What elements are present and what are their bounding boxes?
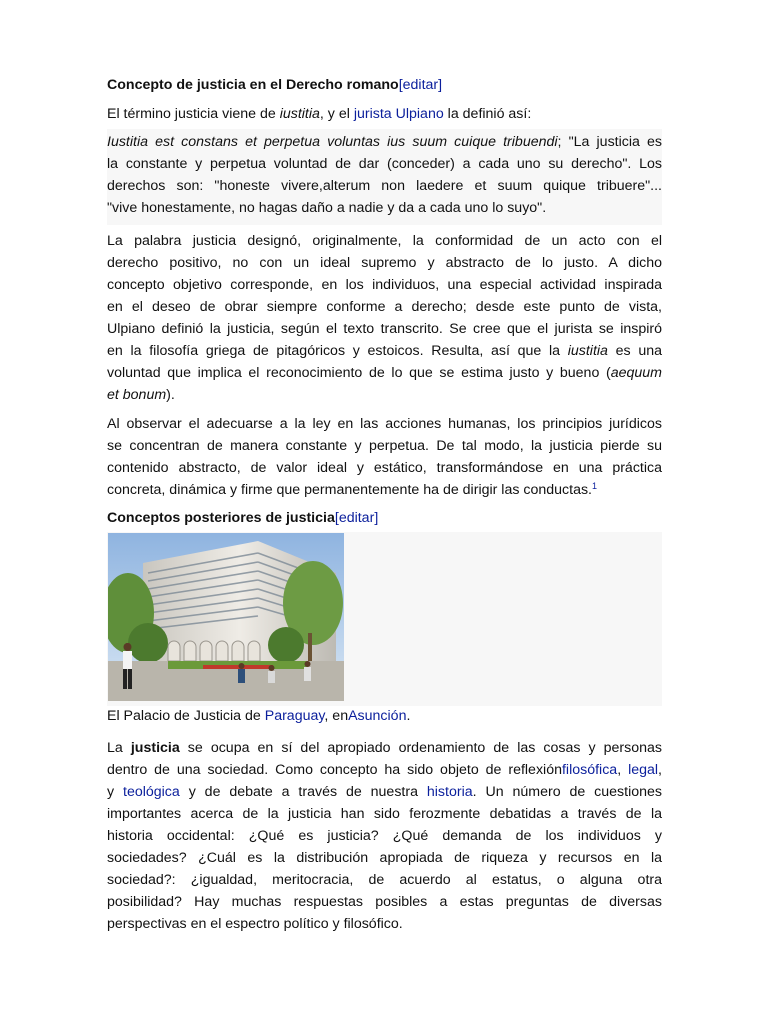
paragraph-line: Al observar el adecuarse a la ley en las acciones humanas, los principios jurídicos	[107, 416, 662, 432]
quote-line: Iustitia est constans et perpetua voluntas ius suum cuique tribuendi; "La justicia es	[107, 134, 662, 150]
paragraph-line: en el deseo de obrar siempre conforme a derecho; desde este punto de vista,	[107, 299, 662, 315]
paragraph-line: concepto objetivo corresponde, en los individuos, una especial actividad inspirada	[107, 277, 662, 293]
paragraph-line: perspectivas en el espectro político y filosófico.	[107, 916, 403, 932]
quote-line: derechos son: "honeste vivere,alterum non laedere et suum quique tribuere"...	[107, 178, 662, 194]
paragraph-line: y teológica y de debate a través de nuestra historia. Un número de cuestiones	[107, 784, 662, 800]
paragraph-line: Ulpiano definió la justicia, según el texto transcrito. Se cree que el jurista se inspiró	[107, 321, 662, 337]
paragraph-line: historia occidental: ¿Qué es justicia? ¿Qué demanda de los individuos y	[107, 828, 662, 844]
paragraph-line: se concentran de manera constante y perpetua. De tal modo, la justicia pierde su	[107, 438, 662, 454]
figure-caption: El Palacio de Justicia de Paraguay, enAsunción.	[107, 708, 411, 724]
reference-1[interactable]: 1	[592, 481, 598, 491]
link-filosofica[interactable]: filosófica	[561, 762, 618, 778]
paragraph-line: sociedades? ¿Cuál es la distribución apropiada de riqueza y recursos en la	[107, 850, 662, 866]
paragraph-line: concreta, dinámica y firme que permanentemente ha de dirigir las conductas.$^1$	[107, 481, 598, 498]
section-heading-conceptos-posteriores: Conceptos posteriores de justicia[editar]	[107, 510, 379, 526]
edit-link[interactable]: editar	[402, 77, 439, 93]
link-teologica[interactable]: teológica	[123, 784, 180, 800]
link-asuncion[interactable]: Asunción	[348, 708, 407, 724]
paragraph-line: La palabra justicia designó, originalmente, la conformidad de un acto con el	[107, 233, 662, 249]
edit-link[interactable]: editar	[338, 510, 375, 526]
paragraph-line: en la filosofía griega de pitagóricos y estoicos. Resulta, así que la iustitia es una	[107, 343, 662, 359]
link-legal[interactable]: legal	[628, 762, 659, 778]
paragraph-etymology: El término justicia viene de iustitia, y el jurista Ulpiano la definió así:	[107, 106, 532, 122]
link-paraguay[interactable]: Paraguay	[264, 708, 325, 724]
paragraph-line: importantes acerca de la justicia han sido ferozmente debatidas a través de la	[107, 806, 662, 822]
quote-line: la constante y perpetua voluntad de dar (conceder) a cada uno su derecho". Los	[107, 156, 662, 172]
section-heading-derecho-romano: Concepto de justicia en el Derecho romano[editar]	[107, 77, 443, 93]
heading-text: Conceptos posteriores de justicia	[107, 510, 335, 526]
paragraph-line: derecho positivo, no con un ideal supremo y abstracto de lo justo. A dicho	[107, 255, 662, 271]
paragraph-line: La justicia se ocupa en sí del apropiado ordenamiento de las cosas y personas	[107, 740, 662, 756]
paragraph-line: sociedad?: ¿igualdad, meritocracia, de acuerdo al estatus, o alguna otra	[107, 872, 662, 888]
paragraph-line: contenido abstracto, de valor ideal y estático, transformándose en una práctica	[107, 460, 662, 476]
link-historia[interactable]: historia	[426, 784, 473, 800]
paragraph-line: voluntad que implica el reconocimiento de lo que se estima justo y bueno (aequum	[107, 365, 662, 381]
heading-text: Concepto de justicia en el Derecho romano	[107, 77, 399, 93]
paragraph-line: et bonum).	[107, 387, 175, 403]
paragraph-line: dentro de una sociedad. Como concepto ha sido objeto de reflexiónfilosófica, legal,	[107, 762, 662, 778]
quote-line: "vive honestamente, no hagas daño a nadie y da a cada uno lo suyo".	[107, 200, 547, 216]
paragraph-line: posibilidad? Hay muchas respuestas posibles a estas preguntas de diversas	[107, 894, 662, 910]
palacio-de-justicia-photo	[108, 533, 344, 701]
link-jurista-ulpiano[interactable]: jurista Ulpiano	[353, 106, 444, 122]
